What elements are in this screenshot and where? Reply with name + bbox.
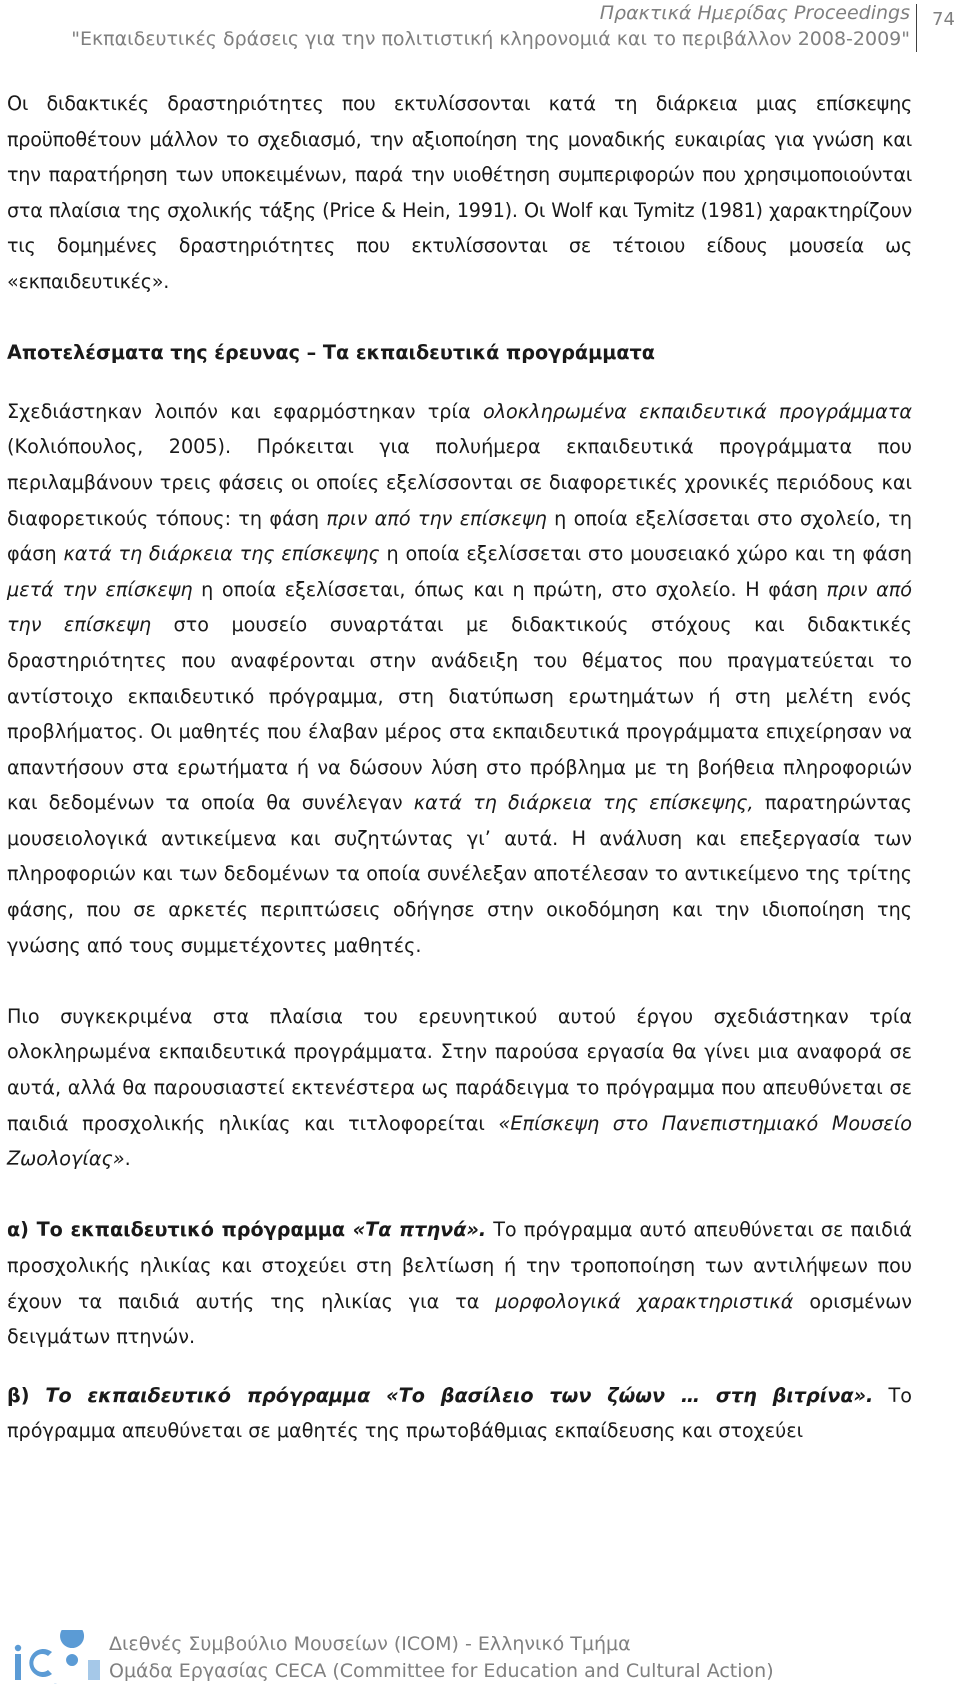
text-run: παρατηρώντας μουσειολογικά αντικείμενα και συζητώντας γι’ αυτά. Η ανάλυση και επεξεργασία των πληροφοριών και των δεδομένων τα οποία συνέλεξαν αποτέλεσαν το αντικείμενο της τρίτης φάσης, που σε αρκετές περιπτώσεις οδήγησε στην οικοδόμηση και την ιδιοποίηση της γνώσης από τους συμμετέχοντες μαθητές. <box>7 791 912 957</box>
logo-wordmark: icom <box>54 1684 57 1685</box>
text-run: . <box>124 1147 131 1171</box>
text-run: Σχεδιάστηκαν λοιπόν και εφαρμόστηκαν τρία <box>7 399 483 423</box>
paragraph-5 <box>7 1378 912 1449</box>
paragraph-4 <box>7 1212 912 1354</box>
header-divider <box>916 4 917 52</box>
text-run: Πιο συγκεκριμένα στα πλαίσια του ερευνητικού αυτού έργου σχεδιάστηκαν τρία ολοκληρωμένα εκπαιδευτικά προγράμματα. Στην παρούσα εργασία θα γίνει μια αναφορά σε αυτά, αλλά θα παρουσιαστεί εκτενέστερα ως παράδειγμα το πρόγραμμα που απευθύνεται σε παιδιά προσχολικής ηλικίας και τιτλοφορείται <box>7 1004 912 1135</box>
page-number: 74 <box>932 9 955 30</box>
bold-emphasis-run: «Τα πτηνά». <box>352 1218 487 1242</box>
emphasis-run: ολοκληρωμένα εκπαιδευτικά προγράμματα <box>482 399 912 423</box>
spacer <box>7 1355 912 1378</box>
footer-working-group: Ομάδα Εργασίας CECA (Committee for Education and Cultural Action) <box>109 1660 774 1682</box>
spacer <box>7 963 912 999</box>
text-run: Το πρόγραμμα απευθύνεται σε μαθητές της πρωτοβάθμιας εκπαίδευσης και στοχεύει <box>7 1383 912 1443</box>
emphasis-run: κατά τη διάρκεια της επίσκεψης <box>63 542 380 566</box>
bold-emphasis-run: «Το βασίλειο των ζώων … στη βιτρίνα». <box>370 1383 874 1407</box>
paragraph-1: Οι διδακτικές δραστηριότητες που εκτυλίσσονται κατά τη διάρκεια μιας επίσκεψης προϋποθέτουν μάλλον το σχεδιασμό, την αξιοποίηση της μοναδικής ευκαιρίας για γνώση και την παρατήρηση των υποκειμένων, παρά την υιοθέτηση συμπεριφορών που χρησιμοποιούνται στα πλαίσια της σχολικής τάξης (Price & Hein, 1991). Οι Wolf και Tymitz (1981) χαρακτηρίζουν τις δομημένες δραστηριότητες που εκτυλίσσονται σε τέτοιου είδους μουσεία ως «εκπαιδευτικές». <box>7 92 912 293</box>
footer-organization: Διεθνές Συμβούλιο Μουσείων (ICOM) - Ελληνικό Τμήμα <box>109 1633 631 1655</box>
emphasis-run: πριν από την επίσκεψη <box>326 506 547 530</box>
page-footer <box>0 1630 960 1686</box>
spacer <box>7 300 912 336</box>
spacer <box>7 1177 912 1213</box>
section-heading: Αποτελέσματα της έρευνας – Τα εκπαιδευτικά προγράμματα <box>7 341 655 365</box>
paragraph-3 <box>7 999 912 1177</box>
icom-logo <box>6 1630 102 1686</box>
paragraph-2 <box>7 394 912 964</box>
proceedings-title: Πρακτικά Ημερίδας Proceedings <box>599 2 910 24</box>
text-run: στο μουσείο συναρτάται με διδακτικούς στόχους και διδακτικές δραστηριότητες που αναφέρονται στην ανάδειξη του θέματος που πραγματεύεται το αντίστοιχο εκπαιδευτικό πρόγραμμα, στη διατύπωση ερωτημάτων ή στη μελέτη ενός προβλήματος. Οι μαθητές που έλαβαν μέρος στα εκπαιδευτικά προγράμματα επιχείρησαν να απαντήσουν στα ερωτήματα ή να δώσουν λύση στο πρόβλημα με τη βοήθεια πληροφοριών και δεδομένων τα οποία θα συνέλεγαν <box>7 613 912 815</box>
text-run: η οποία εξελίσσεται, όπως και η πρώτη, στο σχολείο. Η φάση <box>192 577 827 601</box>
bold-run: α) Το εκπαιδευτικό πρόγραμμα <box>7 1218 353 1242</box>
page-header <box>0 0 960 60</box>
text-run: η οποία εξελίσσεται στο μουσειακό χώρο και τη φάση <box>379 542 912 566</box>
emphasis-run: μετά την επίσκεψη <box>7 577 193 601</box>
text-run: η οποία εξελίσσεται στο σχολείο, τη φάση <box>7 506 912 566</box>
text-run: Το πρόγραμμα αυτό απευθύνεται σε παιδιά προσχολικής ηλικίας και στοχεύει στη βελτίωση ή την τροποποίηση των αντιλήψεων που έχουν τα παιδιά αυτής της ηλικίας για τα <box>7 1218 912 1313</box>
emphasis-run: πριν από την επίσκεψη <box>7 577 913 637</box>
text-run: ορισμένων δειγμάτων πτηνών. <box>7 1289 912 1349</box>
conference-title: "Εκπαιδευτικές δράσεις για την πολιτιστική κληρονομιά και το περιβάλλον 2008-2009" <box>71 28 910 50</box>
bold-run: β) <box>7 1383 46 1407</box>
text-run: (Κολιόπουλος, 2005). Πρόκειται για πολυήμερα εκπαιδευτικά προγράμματα που περιλαμβάνουν τρεις φάσεις οι οποίες εξελίσσονται σε διαφορετικές χρονικές περιόδους και διαφορετικούς τόπους: τη φάση <box>7 435 912 530</box>
bold-emphasis-run: Το εκπαιδευτικό πρόγραμμα <box>45 1383 371 1407</box>
emphasis-run: μορφολογικά χαρακτηριστικά <box>495 1289 794 1313</box>
spacer <box>7 371 912 394</box>
page-body <box>7 86 912 1449</box>
emphasis-run: «Επίσκεψη στο Πανεπιστημιακό Μουσείο Ζωολογίας» <box>7 1111 912 1171</box>
emphasis-run: κατά τη διάρκεια της επίσκεψης, <box>413 791 754 815</box>
